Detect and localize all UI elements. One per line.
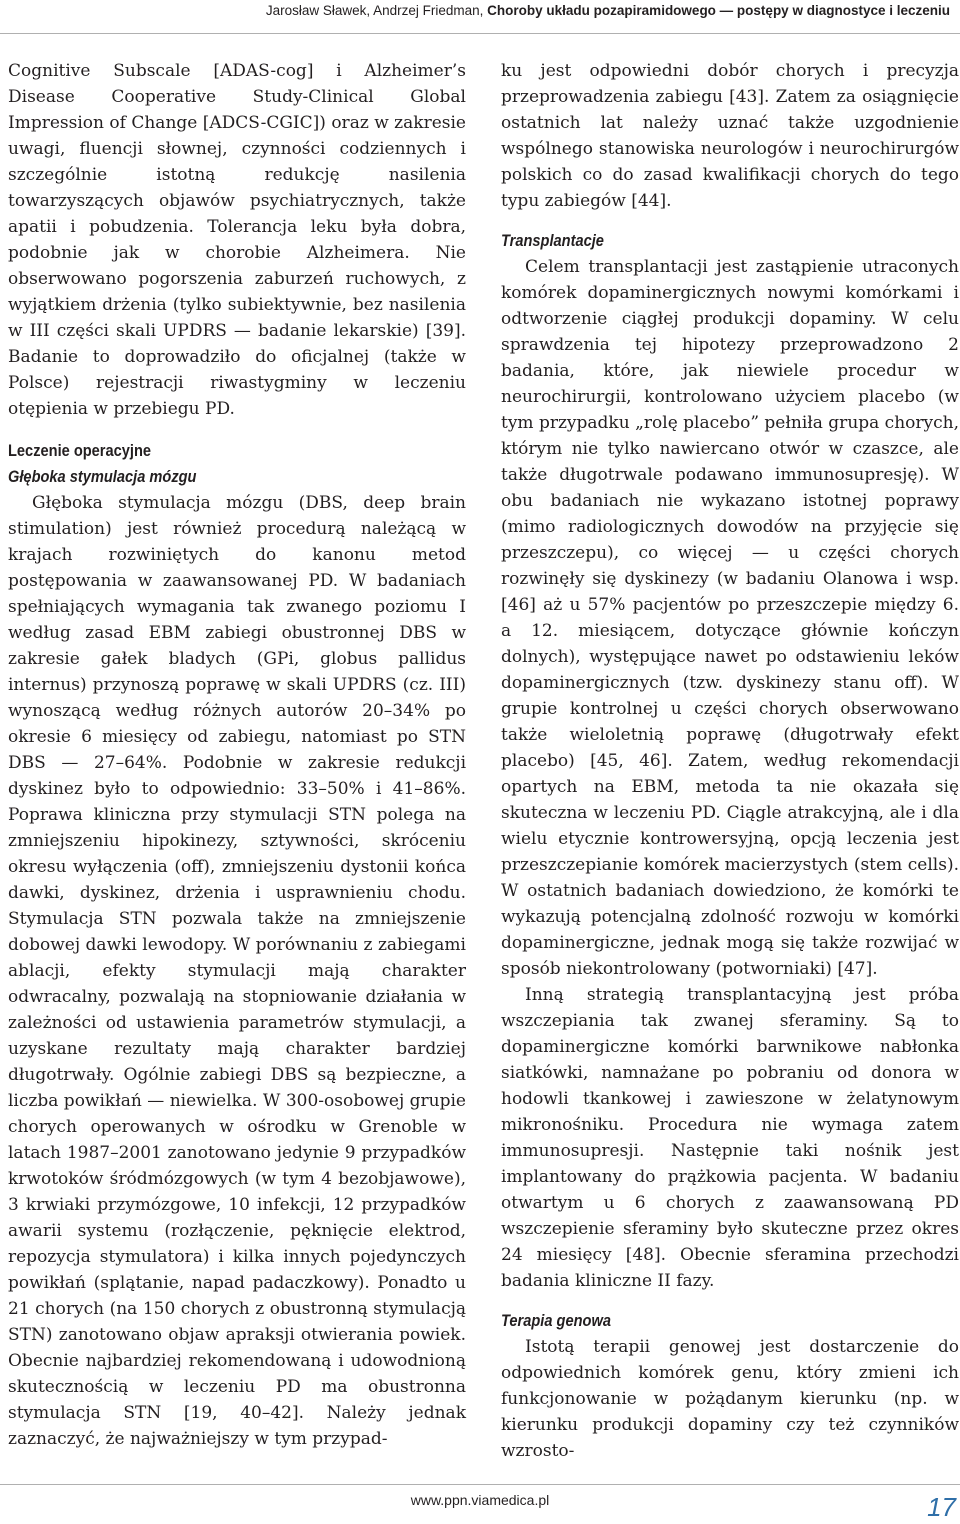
right-paragraph-2: Celem transplantacji jest zastąpienie utraconych komórek dopaminergicznych nowymi komórkami i odtworzenie ciągłej produkcji dopaminy. W celu sprawdzenia tej hipotezy przeprowadzono 2 badania, które, jak niewiele procedur w neurochirurgii, kontrolowano użyciem placebo (w tym przypadku „rolę placebo” pełniła grupa chorych, którym nie tylko nawiercano otwór w czaszce, ale także długotrwale podawano immunosupresję). W obu badaniach nie wykazano istotnej poprawy (mimo radiologicznych dowodów na przyjęcie się przeszczepu), co więcej — u części chorych rozwinęły się dyskinezy (w badaniu Olanowa i wsp. [46] aż u 57% pacjentów po przeszczepie między 6. a 12. miesiącem, dotyczące głównie kończyn dolnych), występujące nawet po odstawieniu leków dopaminergicznych (tzw. dyskinezy stanu off). W grupie kontrolnej u części chorych obserwowano także wieloletnią poprawę (długotrwały efekt placebo) [45, 46]. Zatem, według rekomendacji opartych na EBM, metoda ta nie okazała się skuteczna w leczeniu PD. Ciągle atrakcyjną, ale i dla wielu etycznie kontrowersyjną, opcją leczenia jest przeszczepianie komórek macierzystych (stem cells). W ostatnich badaniach dowiedziono, że komórki te wykazują potencjalną zdolność rozwoju w komórki dopaminergiczne, jednak mogą się także rozwijać w sposób niekontrolowany (potworniaki) [47]. [501, 257, 959, 979]
footer-url[interactable]: www.ppn.viamedica.pl [410, 1492, 550, 1508]
right-paragraph-4: Istotą terapii genowej jest dostarczenie do odpowiednich komórek genu, który zmieni ich funkcjonowanie w pożądanym kierunku (np. w kierunku produkcji dopaminy czy też czynników wzrosto- [501, 1337, 959, 1461]
bottom-rule [0, 1484, 960, 1485]
running-head [266, 0, 950, 22]
running-head-title: Choroby układu pozapiramidowego — postępy w diagnostyce i leczeniu [487, 3, 950, 18]
page-number: 17 [927, 1492, 956, 1522]
right-paragraph-3: Inną strategią transplantacyjną jest próba wszczepiania tak zwanej sferaminy. Są to dopaminergiczne komórki barwnikowe nabłonka siatkówki, namnażane po pobraniu od donora w hodowli tkankowej i zawieszone w żelatynowym mikronośniku. Procedura nie wymaga zatem immunosupresji. Następnie taki nośnik jest implantowany do prążkowia pacjenta. W badaniu otwartym u 6 chorych z zaawansowaną PD wszczepienie sferaminy było skuteczne przez okres 24 miesięcy [48]. Obecnie sferamina przechodzi badania kliniczne II fazy. [501, 985, 959, 1291]
right-column [501, 58, 959, 1464]
subheading-transplantation: Transplantacje [501, 231, 604, 250]
top-rule [0, 33, 960, 34]
right-paragraph-1: ku jest odpowiedni dobór chorych i precyzja przeprowadzenia zabiegu [43]. Zatem za osiągnięcie ostatnich lat należy uznać także uzgodnienie wspólnego stanowiska neurologów i neurochirurgów polskich co do zasad kwalifikacji chorych do tego typu zabiegów [44]. [501, 61, 959, 211]
left-paragraph-1: Cognitive Subscale [ADAS-cog] i Alzheimer’s Disease Cooperative Study-Clinical Global Impression of Change [ADCS-CGIC]) oraz w zakresie uwagi, fluencji słownej, czynności codziennych i szczególnie istotną redukcję nasilenia towarzyszących objawów psychiatrycznych, także apatii i pobudzenia. Tolerancja leku była dobra, podobnie jak w chorobie Alzheimera. Nie obserwowano pogorszenia zaburzeń ruchowych, z wyjątkiem drżenia (tylko subiektywnie, bez nasilenia w III części skali UPDRS — badanie lekarskie) [39]. Badanie to doprowadziło do oficjalnej (także w Polsce) rejestracji riwastygminy w leczeniu otępienia w przebiegu PD. [8, 61, 466, 419]
subheading-gene-therapy: Terapia genowa [501, 1311, 611, 1330]
left-column [8, 58, 466, 1452]
left-paragraph-2: Głęboka stymulacja mózgu (DBS, deep brain stimulation) jest również procedurą należącą w krajach rozwiniętych do kanonu metod postępowania w zaawansowanej PD. W badaniach spełniających wymagania tak zwanego poziomu I według zasad EBM zabiegi obustronnej DBS w zakresie gałek bladych (GPi, globus pallidus internus) przynoszą poprawę w skali UPDRS (cz. III) wynoszącą według różnych autorów 20–34% po okresie 6 miesięcy od zabiegu, natomiast po STN DBS — 27–64%. Podobnie w zakresie redukcji dyskinez było to odpowiednio: 33–50% i 41–86%. Poprawa kliniczna przy stymulacji STN polega na zmniejszeniu hipokinezy, sztywności, skróceniu okresu wyłączenia (off), zmniejszeniu dystonii końca dawki, dyskinez, drżenia i usprawnieniu chodu. Stymulacja STN pozwala także na zmniejszenie dobowej dawki lewodopy. W porównaniu z zabiegami ablacji, efekty stymulacji mają charakter odwracalny, pozwalają na stopniowanie działania w zależności od ustawienia parametrów stymulacji, a uzyskane rezultaty mają charakter bardziej długotrwały. Ogólnie zabiegi DBS są bezpieczne, a liczba powikłań — niewielka. W 300-osobowej grupie chorych operowanych w ośrodku w Grenoble w latach 1987–2001 zanotowano jedynie 9 przypadków krwotoków śródmózgowych (w tym 4 bezobjawowe), 3 krwiaki przymózgowe, 10 infekcji, 12 przypadków awarii systemu (rozłączenie, pęknięcie elektrod, repozycja stymulatora) i kilka innych pojedynczych powikłań (splątanie, napad padaczkowy). Ponadto u 21 chorych (na 150 chorych z obustronną stymulacją STN) zanotowano objaw apraksji otwierania powiek. Obecnie najbardziej rekomendowaną i udowodnioną skutecznością w leczeniu PD ma obustronna stymulacja STN [19, 40–42]. Należy jednak zaznaczyć, że najważniejszy w tym przypad- [8, 493, 466, 1449]
running-head-authors: Jarosław Sławek, Andrzej Friedman, [265, 3, 484, 18]
section-heading-surgical-treatment: Leczenie operacyjne [8, 441, 152, 460]
subheading-deep-brain-stimulation: Głęboka stymulacja mózgu [8, 467, 197, 486]
